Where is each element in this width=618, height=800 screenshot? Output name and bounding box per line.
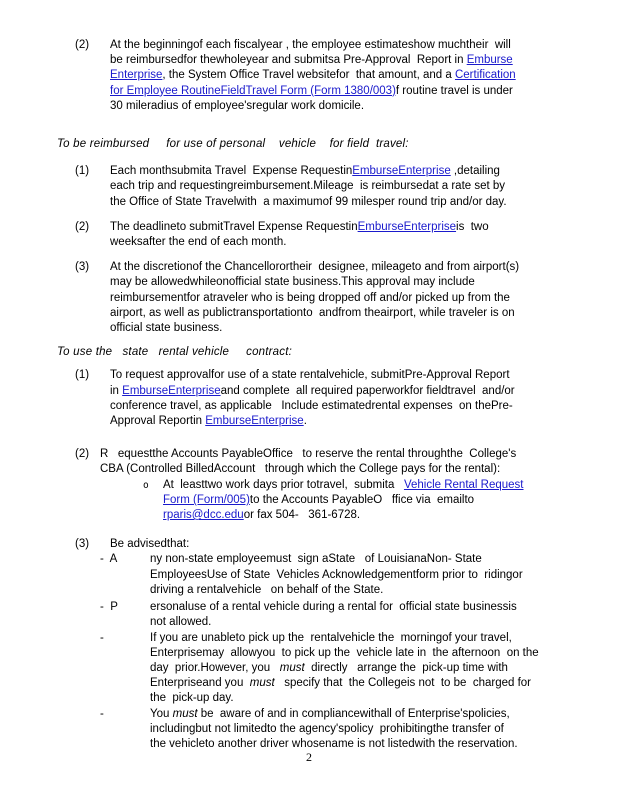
hyperlink[interactable]: Vehicle Rental Request (403, 478, 524, 491)
text-run: , the System Office Travel websitefor that amount, and a (162, 69, 455, 82)
text-run: Enterprisemay allowyou to pick up the vehicle late in the afternoon on the (150, 646, 539, 659)
paragraph-text (150, 631, 618, 707)
text-run: airport, as well as publictransportationto andfrom theairport, while traveler is on (110, 306, 515, 319)
text-run: driving a rentalvehicle on behalf of the State. (150, 583, 384, 596)
hyperlink[interactable]: for Employee RoutineFieldTravel Form (Form 1380/003) (110, 84, 396, 97)
text-run: conference travel, as applicable Include estimatedrental expenses on thePre- (110, 399, 513, 412)
text-run: be reimbursedfor thewholeyear and submitsa Pre-Approval Report in (110, 54, 467, 67)
paragraph-text (110, 38, 618, 114)
hyperlink[interactable]: Enterprise (110, 69, 163, 82)
dash-item-pickup-time (0, 631, 618, 707)
paragraph-text (110, 220, 618, 250)
paragraph-text (150, 552, 618, 598)
paragraph-text (100, 447, 618, 477)
text-run: R equestthe Accounts PayableOffice to reserve the rental throughthe College's (100, 448, 517, 461)
emphasis-text: must (279, 661, 305, 674)
list-item-be-advised (0, 537, 618, 552)
dash-item-enterprise-policies (0, 707, 618, 753)
bullet-item-vehicle-rental-request (0, 478, 618, 524)
text-run: At the discretionof the Chancellorortheir designee, mileageto and from airport(s) (110, 261, 520, 274)
paragraph-text (150, 600, 618, 630)
hyperlink[interactable]: EmburseEnterprise (205, 415, 304, 428)
text-run: ny non-state employeemust sign aState of LouisianaNon- State (150, 553, 482, 566)
list-item-deadline (0, 220, 618, 250)
text-run: EmployeesUse of State Vehicles Acknowledgementform prior to ridingor (150, 568, 523, 581)
text-run: To be reimbursed for use of personal vehicle for field travel: (57, 138, 409, 151)
paragraph-text (57, 345, 618, 360)
list-marker: (3) (75, 538, 90, 551)
text-run: At the beginningof each fiscalyear , the employee estimateshow muchtheir will (110, 39, 511, 51)
text-run: ersonaluse of a rental vehicle during a rental for official state businessis (150, 601, 517, 614)
hyperlink[interactable]: EmburseEnterprise (357, 220, 457, 233)
text-run: If you are unableto pick up the rentalvehicle the morningof your travel, (150, 631, 512, 644)
text-run: specify that the Collegeis not to be charged for (274, 677, 531, 690)
hyperlink[interactable]: rparis@dcc.edu (163, 509, 244, 522)
list-marker: - (100, 631, 104, 644)
list-marker: (1) (75, 369, 90, 382)
dash-item-personal-use (0, 600, 618, 630)
hyperlink[interactable]: Form (Form/005) (163, 493, 250, 506)
list-marker: (2) (75, 220, 90, 233)
list-marker: (2) (75, 39, 90, 51)
hyperlink[interactable]: Certification (454, 69, 516, 82)
paragraph-text (110, 164, 618, 210)
paragraph-text (110, 537, 618, 552)
text-run: . (303, 415, 307, 428)
text-run: to the Accounts PayableO ffice via emailto (249, 493, 475, 506)
paragraph-text (150, 707, 618, 753)
text-run: f routine travel is under (395, 84, 513, 97)
list-item-accounts-payable-cba (0, 447, 618, 477)
list-marker: - P (100, 601, 118, 614)
section-heading-rental-vehicle (57, 345, 618, 360)
text-run: You (150, 707, 173, 720)
text-run: To use the state rental vehicle contract: (57, 346, 293, 359)
paragraph-text (110, 368, 618, 429)
text-run: day prior.However, you (150, 661, 280, 674)
text-run: Enterpriseand you (150, 677, 250, 690)
text-run: To request approvalfor use of a state rentalvehicle, submitPre-Approval Report (110, 369, 510, 382)
text-run: includingbut not limitedto the agency'spolicy prohibitingthe transfer of (150, 722, 504, 735)
text-run: reimbursementfor atraveler who is being dropped off and/or picked up from the (110, 291, 510, 304)
text-run: At leasttwo work days prior totravel, submita (163, 478, 404, 491)
paragraph-text (57, 137, 618, 152)
text-run: be aware of and in compliancewithall of Enterprise'spolicies, (197, 707, 510, 720)
bullet-marker: o (143, 479, 149, 491)
text-run: CBA (Controlled BilledAccount through which the College pays for the rental): (100, 463, 501, 476)
list-item-airport-mileage (0, 260, 618, 336)
list-marker: (3) (75, 261, 90, 274)
list-item-monthly-expense-request (0, 164, 618, 210)
text-run: Each monthsubmita Travel Expense Requestin (110, 165, 353, 178)
text-run: each trip and requestingreimbursement.Mileage is reimbursedat a rate set by (110, 180, 506, 193)
dash-item-non-state-employee (0, 552, 618, 598)
text-run: ,detailing (450, 165, 500, 178)
text-run: the pick-up day. (150, 692, 234, 705)
list-marker: - (100, 707, 104, 720)
text-run: official state business. (110, 322, 223, 335)
list-item-rental-approval (0, 368, 618, 429)
text-run: or fax 504- 361-6728. (243, 509, 361, 522)
list-marker: - A (100, 553, 118, 566)
emphasis-text: must (172, 707, 198, 720)
text-run: Approval Reportin (110, 415, 206, 428)
list-item-fiscal-year-estimate (0, 38, 618, 114)
paragraph-text (110, 260, 618, 336)
list-marker: (1) (75, 165, 90, 178)
text-run: directly arrange the pick-up time with (304, 661, 508, 674)
text-run: the Office of State Travelwith a maximumof 99 milesper round trip and/or day. (110, 195, 507, 208)
text-run: weeksafter the end of each month. (110, 236, 287, 249)
hyperlink[interactable]: EmburseEnterprise (352, 165, 451, 178)
hyperlink[interactable]: EmburseEnterprise (122, 384, 221, 397)
text-run: may be allowedwhileonofficial state business.This approval may include (110, 276, 475, 289)
text-run: in (110, 384, 123, 397)
list-marker: (2) (75, 448, 90, 461)
text-run: Be advisedthat: (110, 538, 190, 551)
text-run: the vehicleto another driver whosename is not listedwith the reservation. (150, 737, 518, 750)
section-heading-personal-vehicle (57, 137, 618, 152)
text-run: not allowed. (150, 616, 212, 629)
text-run: is two (456, 220, 489, 233)
emphasis-text: must (249, 677, 275, 690)
text-run: 30 mileradius of employee'sregular work domicile. (110, 99, 365, 112)
document-body (0, 38, 618, 752)
text-run: The deadlineto submitTravel Expense Requestin (110, 220, 358, 233)
paragraph-text (163, 478, 618, 524)
text-run: and complete all required paperworkfor fieldtravel and/or (220, 384, 515, 397)
hyperlink[interactable]: Emburse (466, 54, 513, 67)
page-number: 2 (306, 750, 312, 764)
